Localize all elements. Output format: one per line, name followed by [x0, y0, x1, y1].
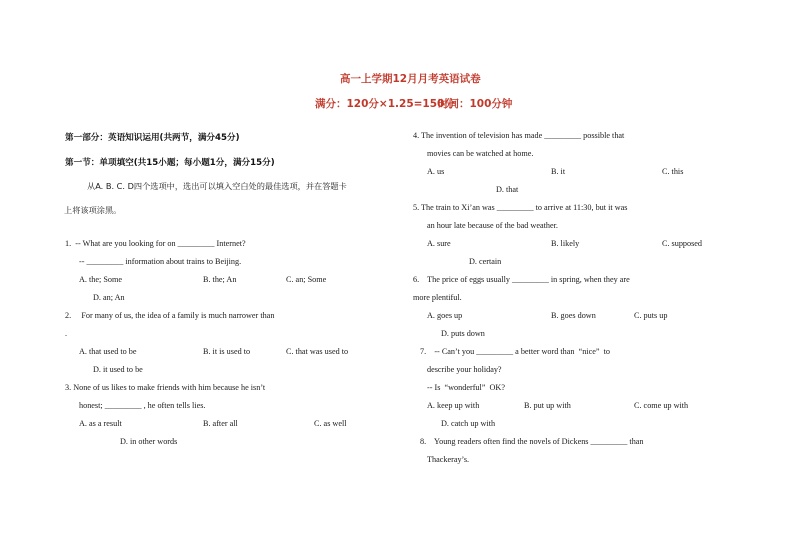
question-5-option-c: C. supposed	[662, 239, 703, 248]
question-5-stem: 5. The train to Xi’an was _________ to arrive at 11:30, but it was	[413, 203, 628, 212]
question-3-stem-2: honest; _________ , he often tells lies.	[79, 401, 206, 410]
question-3-stem: 3. None of us likes to make friends with him because he isn’t	[65, 383, 266, 392]
instruction-line-1: 从A. B. C. D四个选项中，选出可以填入空白处的最佳选项，并在答题卡	[87, 181, 347, 191]
question-6-stem: 6. The price of eggs usually _________ in spring, when they are	[413, 275, 630, 284]
question-8-stem-2: Thackeray’s.	[427, 455, 470, 464]
question-6-option-a: A. goes up	[427, 311, 463, 320]
question-5-option-b: B. likely	[551, 239, 580, 248]
question-7-stem-2: describe your holiday?	[427, 365, 502, 374]
question-4-stem: 4. The invention of television has made _________ possible that	[413, 131, 625, 140]
question-6-stem-2: more plentiful.	[413, 293, 462, 302]
question-7-option-b: B. put up with	[524, 401, 571, 410]
question-1-stem: 1. -- What are you looking for on _________ Internet?	[65, 239, 246, 248]
question-6-option-c: C. puts up	[634, 311, 668, 320]
question-1-option-d: D. an; An	[93, 293, 125, 302]
question-7-stem-3: -- Is “wonderful” OK?	[427, 383, 505, 392]
question-8-stem: 8. Young readers often find the novels of Dickens _________ than	[420, 437, 644, 446]
question-3-option-d: D. in other words	[120, 437, 178, 446]
question-7-option-a: A. keep up with	[427, 401, 480, 410]
question-1-option-c: C. an; Some	[286, 275, 327, 284]
question-4-option-d: D. that	[496, 185, 519, 194]
part-heading: 第一部分：英语知识运用(共两节，满分45分)	[65, 133, 240, 143]
question-3-option-b: B. after all	[203, 419, 238, 428]
question-3-option-c: C. as well	[314, 419, 347, 428]
question-7-option-c: C. come up with	[634, 401, 689, 410]
question-4-option-a: A. us	[427, 167, 445, 176]
question-2-option-c: C. that was used to	[286, 347, 349, 356]
question-7-stem: 7. -- Can’t you _________ a better word than “nice” to	[420, 347, 610, 356]
question-1-stem-2: -- _________ information about trains to Beijing.	[79, 257, 242, 266]
question-2-option-b: B. it is used to	[203, 347, 251, 356]
question-1-option-b: B. the; An	[203, 275, 237, 284]
time-info: 时间：100分钟	[438, 98, 513, 110]
question-5-option-a: A. sure	[427, 239, 451, 248]
question-4-stem-2: movies can be watched at home.	[427, 149, 534, 158]
question-2-option-a: A. that used to be	[79, 347, 137, 356]
question-2-stem: 2. For many of us, the idea of a family is much narrower than	[65, 311, 275, 320]
question-6-option-d: D. puts down	[441, 329, 485, 338]
question-5-stem-2: an hour late because of the bad weather.	[427, 221, 558, 230]
question-2-option-d: D. it used to be	[93, 365, 143, 374]
score-info: 满分：120分×1.25=150分	[315, 98, 455, 110]
question-6-option-b: B. goes down	[551, 311, 596, 320]
question-4-option-c: C. this	[662, 167, 684, 176]
question-1-option-a: A. the; Some	[79, 275, 122, 284]
question-5-option-d: D. certain	[469, 257, 502, 266]
exam-title: 高一上学期12月月考英语试卷	[340, 73, 481, 85]
question-7-option-d: D. catch up with	[441, 419, 496, 428]
section-heading: 第一节：单项填空(共15小题；每小题1分，满分15分)	[65, 158, 275, 168]
question-2-stem-2: .	[65, 329, 68, 338]
question-3-option-a: A. as a result	[79, 419, 122, 428]
instruction-line-2: 上将该项涂黑。	[64, 205, 122, 215]
question-4-option-b: B. it	[551, 167, 566, 176]
